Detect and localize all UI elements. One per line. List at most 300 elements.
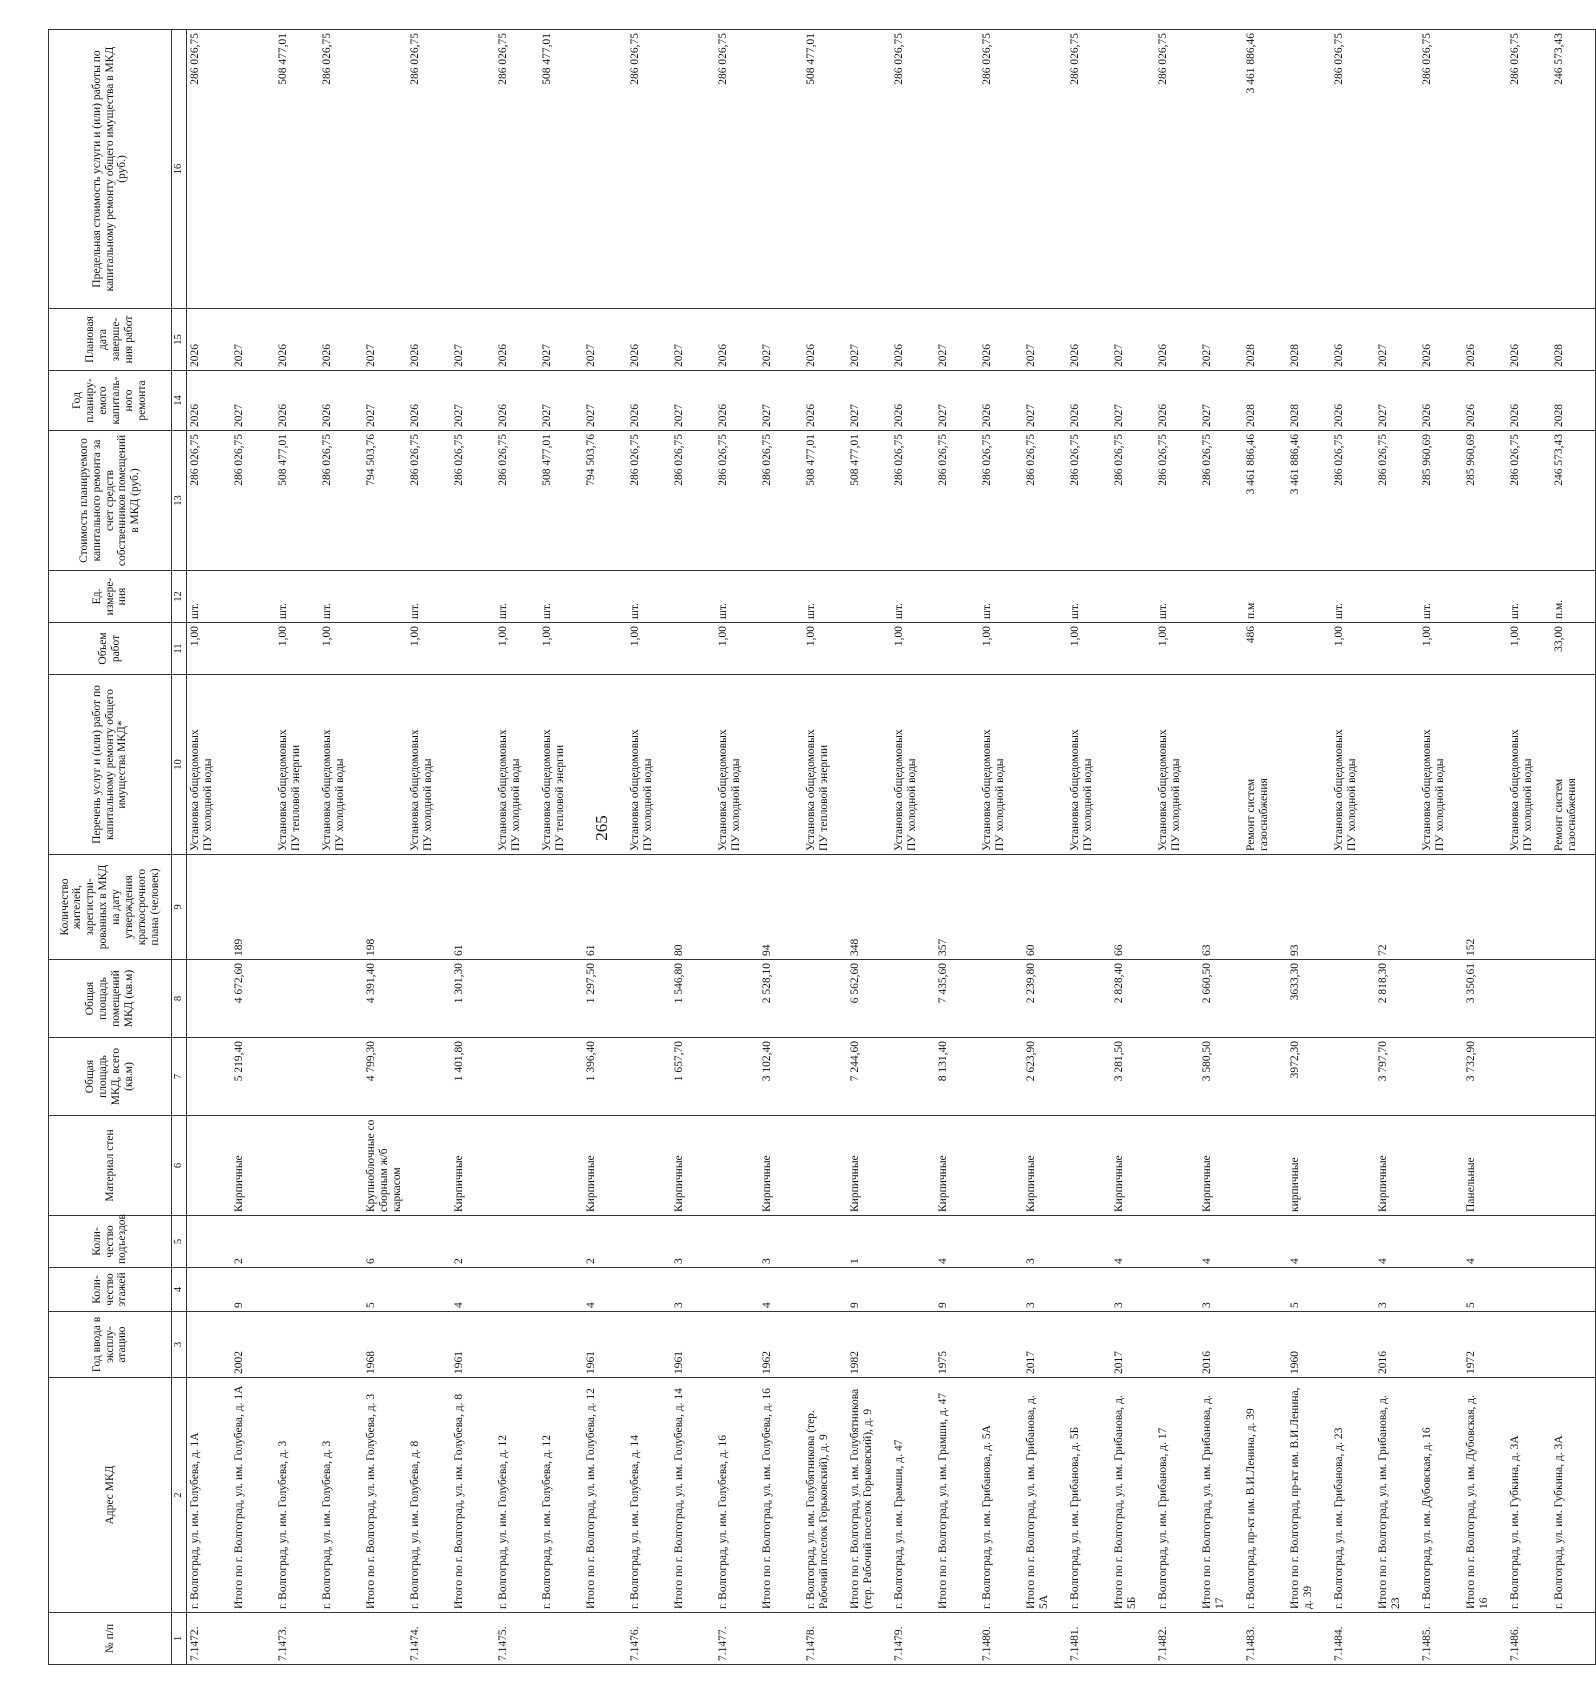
table-header xyxy=(49,30,187,1665)
table-cell: 1,00 xyxy=(979,623,1023,675)
table-cell: 4 xyxy=(1111,1216,1155,1268)
table-cell: Установка общедомовых ПУ холодной воды xyxy=(319,675,363,855)
table-cell: п.м. xyxy=(1551,571,1596,623)
table-cell: шт. xyxy=(803,571,847,623)
table-cell xyxy=(1375,675,1419,855)
table-row xyxy=(1507,30,1551,1665)
table-cell: 2026 xyxy=(275,371,319,431)
table-cell: Кирпичные xyxy=(451,1116,495,1216)
table-cell xyxy=(759,1613,803,1665)
table-cell xyxy=(1243,960,1287,1038)
table-cell: шт. xyxy=(539,571,583,623)
table-row xyxy=(1375,30,1419,1665)
table-cell: 794 503,76 xyxy=(363,431,407,571)
table-cell xyxy=(1551,1613,1596,1665)
table-cell: 2026 xyxy=(803,309,847,371)
table-cell: 2026 xyxy=(979,371,1023,431)
table-cell: 2026 xyxy=(407,309,451,371)
table-cell xyxy=(1199,1613,1243,1665)
table-cell: 1,00 xyxy=(627,623,671,675)
table-cell: шт. xyxy=(319,571,363,623)
table-cell xyxy=(847,1613,891,1665)
table-cell xyxy=(1111,571,1155,623)
table-cell: 286 026,75 xyxy=(979,30,1023,309)
table-cell: 3 xyxy=(1375,1268,1419,1312)
table-cell xyxy=(1331,1116,1375,1216)
column-number: 8 xyxy=(172,960,187,1038)
table-cell: 152 xyxy=(1463,855,1507,960)
table-cell: 286 026,75 xyxy=(891,30,935,309)
table-cell: 7.1478. xyxy=(803,1613,847,1665)
table-cell xyxy=(363,571,407,623)
table-cell: 3 xyxy=(1199,1268,1243,1312)
table-cell: 1961 xyxy=(671,1312,715,1378)
table-cell: 2027 xyxy=(1023,309,1067,371)
column-header: Объем работ xyxy=(49,623,172,675)
table-cell: 5 xyxy=(1463,1268,1507,1312)
table-cell xyxy=(1155,1216,1199,1268)
table-cell: 2026 xyxy=(891,371,935,431)
table-cell: 2027 xyxy=(451,371,495,431)
table-cell xyxy=(186,1216,231,1268)
table-cell xyxy=(1155,1116,1199,1216)
table-cell xyxy=(319,855,363,960)
table-cell xyxy=(1023,675,1067,855)
table-cell: 2026 xyxy=(1331,309,1375,371)
table-cell: Итого по г. Волгоград, ул. им. Грибанова, д. 17 xyxy=(1199,1378,1243,1613)
table-cell: 6 562,60 xyxy=(847,960,891,1038)
column-number: 4 xyxy=(172,1268,187,1312)
table-cell: Установка общедомовых ПУ холодной воды xyxy=(979,675,1023,855)
table-cell: Итого по г. Волгоград, ул. им. Дубовская, д. 16 xyxy=(1463,1378,1507,1613)
table-cell: 286 026,75 xyxy=(1331,30,1375,309)
table-cell: Кирпичные xyxy=(935,1116,979,1216)
table-cell xyxy=(1331,855,1375,960)
table-cell: 1,00 xyxy=(1155,623,1199,675)
table-cell xyxy=(1507,1116,1551,1216)
table-cell: 1 xyxy=(847,1216,891,1268)
table-cell: 2028 xyxy=(1287,309,1331,371)
table-cell: Кирпичные xyxy=(847,1116,891,1216)
table-cell xyxy=(363,1613,407,1665)
table-cell xyxy=(1551,1312,1596,1378)
column-header: Количество жителей, зарегистри-рованных в МКД на дату утверждения краткосрочного плана (человек) xyxy=(49,855,172,960)
table-row xyxy=(891,30,935,1665)
table-cell xyxy=(407,1216,451,1268)
table-cell: 2026 xyxy=(1331,371,1375,431)
table-cell: 286 026,75 xyxy=(759,431,803,571)
table-cell: 2026 xyxy=(1419,371,1463,431)
table-cell: 4 xyxy=(935,1216,979,1268)
table-cell: 286 026,75 xyxy=(1111,431,1155,571)
table-cell: 3 281,50 xyxy=(1111,1038,1155,1116)
table-cell: 2027 xyxy=(1199,371,1243,431)
table-cell xyxy=(319,1216,363,1268)
table-cell: 66 xyxy=(1111,855,1155,960)
table-cell xyxy=(803,1312,847,1378)
table-cell: 508 477,01 xyxy=(803,30,847,309)
column-number: 10 xyxy=(172,675,187,855)
table-cell xyxy=(891,1216,935,1268)
column-number: 6 xyxy=(172,1116,187,1216)
column-number: 13 xyxy=(172,431,187,571)
table-cell: 3 xyxy=(759,1216,803,1268)
table-cell: Кирпичные xyxy=(1375,1116,1419,1216)
table-cell: Кирпичные xyxy=(583,1116,627,1216)
table-cell xyxy=(1111,675,1155,855)
table-cell: Итого по г. Волгоград, ул. им. Грибанова, д. 23 xyxy=(1375,1378,1419,1613)
table-cell xyxy=(891,855,935,960)
table-cell: 2026 xyxy=(495,371,539,431)
table-cell: Кирпичные xyxy=(759,1116,803,1216)
table-cell: 1982 xyxy=(847,1312,891,1378)
table-cell: 2 528,10 xyxy=(759,960,803,1038)
table-cell xyxy=(1199,571,1243,623)
table-row xyxy=(1551,30,1596,1665)
table-cell xyxy=(1067,1268,1111,1312)
table-cell: г. Волгоград, ул. им. Голубева, д. 3 xyxy=(319,1378,363,1613)
table-cell xyxy=(671,1613,715,1665)
table-cell: Итого по г. Волгоград, ул. им. Грамши, д. 47 xyxy=(935,1378,979,1613)
table-cell xyxy=(1199,30,1243,309)
table-cell: 4 xyxy=(1375,1216,1419,1268)
table-cell xyxy=(1023,623,1067,675)
table-cell: 286 026,75 xyxy=(935,431,979,571)
table-cell xyxy=(1463,675,1507,855)
table-cell: 2027 xyxy=(935,309,979,371)
table-cell: 3 xyxy=(671,1268,715,1312)
table-cell: 246 573,43 xyxy=(1551,30,1596,309)
table-cell: 1,00 xyxy=(715,623,759,675)
table-cell xyxy=(1507,1216,1551,1268)
table-cell: 2027 xyxy=(231,371,275,431)
table-cell xyxy=(275,1312,319,1378)
table-cell: 1,00 xyxy=(803,623,847,675)
table-cell xyxy=(1551,1116,1596,1216)
table-cell: 246 573,43 xyxy=(1551,431,1596,571)
table-cell xyxy=(1155,1312,1199,1378)
table-cell: 4 xyxy=(759,1268,803,1312)
table-cell xyxy=(1287,571,1331,623)
column-header: Год планиру-емого капиталь-ного ремонта xyxy=(49,371,172,431)
table-cell: 7.1486. xyxy=(1507,1613,1551,1665)
table-cell: 94 xyxy=(759,855,803,960)
table-cell: 348 xyxy=(847,855,891,960)
table-cell: 7.1485. xyxy=(1419,1613,1463,1665)
table-cell: 4 xyxy=(1287,1216,1331,1268)
table-cell: 508 477,01 xyxy=(539,431,583,571)
table-cell xyxy=(186,1268,231,1312)
table-cell: Итого по г. Волгоград, ул. им. Голубева, д. 1А xyxy=(231,1378,275,1613)
table-row xyxy=(1331,30,1375,1665)
table-cell xyxy=(1155,1268,1199,1312)
column-header: Материал стен xyxy=(49,1116,172,1216)
table-cell: Итого по г. Волгоград, ул. им. Голубева, д. 3 xyxy=(363,1378,407,1613)
column-number: 15 xyxy=(172,309,187,371)
table-cell xyxy=(1243,1312,1287,1378)
table-cell: шт. xyxy=(407,571,451,623)
table-cell: 2027 xyxy=(935,371,979,431)
table-cell xyxy=(495,1312,539,1378)
table-cell: г. Волгоград, ул. им. Голубева, д. 14 xyxy=(627,1378,671,1613)
table-cell xyxy=(1331,1038,1375,1116)
table-cell xyxy=(451,1613,495,1665)
table-cell: 2028 xyxy=(1551,309,1596,371)
table-cell xyxy=(495,1268,539,1312)
table-cell: Установка общедомовых ПУ холодной воды xyxy=(1419,675,1463,855)
table-row xyxy=(363,30,407,1665)
table-cell: 2027 xyxy=(1111,309,1155,371)
column-header: № п/п xyxy=(49,1613,172,1665)
table-cell xyxy=(495,855,539,960)
table-cell xyxy=(891,1312,935,1378)
table-cell: 3 797,70 xyxy=(1375,1038,1419,1116)
table-cell xyxy=(1155,855,1199,960)
table-cell: Итого по г. Волгоград, ул. им. Грибанова, д. 5Б xyxy=(1111,1378,1155,1613)
table-cell: 63 xyxy=(1199,855,1243,960)
table-cell: 7 435,60 xyxy=(935,960,979,1038)
table-cell xyxy=(1287,30,1331,309)
table-cell xyxy=(583,1613,627,1665)
table-cell: 2027 xyxy=(671,309,715,371)
table-cell: 2027 xyxy=(671,371,715,431)
table-cell: 286 026,75 xyxy=(1375,431,1419,571)
table-cell: 2 660,50 xyxy=(1199,960,1243,1038)
table-cell: 4 xyxy=(583,1268,627,1312)
table-cell: 2027 xyxy=(1023,371,1067,431)
table-row xyxy=(1023,30,1067,1665)
table-cell: г. Волгоград, ул. им. Голубева, д. 12 xyxy=(539,1378,583,1613)
table-cell: 2 623,90 xyxy=(1023,1038,1067,1116)
table-cell: 1,00 xyxy=(1419,623,1463,675)
column-header: Перечень услуг и (или) работ по капитальному ремонту общего имущества МКД* xyxy=(49,675,172,855)
table-row xyxy=(1155,30,1199,1665)
table-cell xyxy=(1419,1268,1463,1312)
table-cell: 3 580,50 xyxy=(1199,1038,1243,1116)
table-cell xyxy=(407,960,451,1038)
table-cell xyxy=(715,855,759,960)
table-cell xyxy=(627,1268,671,1312)
table-cell xyxy=(671,30,715,309)
table-cell: 3633,30 xyxy=(1287,960,1331,1038)
table-cell xyxy=(979,1038,1023,1116)
table-cell: 286 026,75 xyxy=(495,30,539,309)
table-cell: 7.1479. xyxy=(891,1613,935,1665)
table-cell xyxy=(1199,675,1243,855)
table-cell: 2027 xyxy=(1199,309,1243,371)
table-cell: 285 960,69 xyxy=(1419,431,1463,571)
table-cell xyxy=(935,623,979,675)
table-cell: 80 xyxy=(671,855,715,960)
table-cell xyxy=(1023,1613,1067,1665)
table-cell xyxy=(1067,960,1111,1038)
table-cell: 285 960,69 xyxy=(1463,431,1507,571)
table-cell: 1,00 xyxy=(1507,623,1551,675)
table-cell: 7.1481. xyxy=(1067,1613,1111,1665)
table-cell: 7.1475. xyxy=(495,1613,539,1665)
table-cell xyxy=(1199,623,1243,675)
table-cell: 3 xyxy=(671,1216,715,1268)
table-cell: 2026 xyxy=(1463,309,1507,371)
table-cell: 286 026,75 xyxy=(891,431,935,571)
table-cell xyxy=(1287,675,1331,855)
table-cell: Установка общедомовых ПУ холодной воды xyxy=(1331,675,1375,855)
table-cell: 61 xyxy=(583,855,627,960)
table-row xyxy=(1067,30,1111,1665)
table-cell xyxy=(451,675,495,855)
table-row xyxy=(1111,30,1155,1665)
table-cell: 6 xyxy=(363,1216,407,1268)
table-cell: 286 026,75 xyxy=(1507,30,1551,309)
table-cell: 286 026,75 xyxy=(979,431,1023,571)
table-cell: 4 xyxy=(1463,1216,1507,1268)
column-header: Год ввода в эксплу-атацию xyxy=(49,1312,172,1378)
table-cell: 1,00 xyxy=(1331,623,1375,675)
table-cell xyxy=(715,1216,759,1268)
table-cell xyxy=(1507,960,1551,1038)
table-cell xyxy=(715,1268,759,1312)
table-cell: 286 026,75 xyxy=(319,30,363,309)
table-row xyxy=(671,30,715,1665)
table-cell xyxy=(1463,571,1507,623)
table-cell xyxy=(186,960,231,1038)
table-cell xyxy=(583,571,627,623)
table-cell xyxy=(1463,1613,1507,1665)
table-cell: 2027 xyxy=(583,309,627,371)
table-row xyxy=(1419,30,1463,1665)
column-number-row xyxy=(172,30,187,1665)
table-cell xyxy=(1331,1312,1375,1378)
table-cell: 2026 xyxy=(715,309,759,371)
table-cell xyxy=(319,1312,363,1378)
table-cell: Итого по г. Волгоград, ул. им. Голубева, д. 14 xyxy=(671,1378,715,1613)
table-cell xyxy=(1067,1216,1111,1268)
table-cell: шт. xyxy=(627,571,671,623)
table-cell xyxy=(275,1116,319,1216)
table-cell: шт. xyxy=(275,571,319,623)
table-cell xyxy=(407,1312,451,1378)
table-cell: г. Волгоград, ул. им. Голубева, д. 12 xyxy=(495,1378,539,1613)
table-cell xyxy=(671,675,715,855)
table-cell: 4 672,60 xyxy=(231,960,275,1038)
table-cell xyxy=(1067,1038,1111,1116)
table-cell xyxy=(1551,1216,1596,1268)
table-cell: 2026 xyxy=(627,371,671,431)
table-cell: Установка общедомовых ПУ холодной воды xyxy=(186,675,231,855)
table-cell: шт. xyxy=(1507,571,1551,623)
table-cell xyxy=(186,1038,231,1116)
table-cell: 3 xyxy=(1111,1268,1155,1312)
table-cell xyxy=(715,1312,759,1378)
table-cell: 508 477,01 xyxy=(275,30,319,309)
table-cell: 1,00 xyxy=(319,623,363,675)
table-cell: 7 244,60 xyxy=(847,1038,891,1116)
table-cell xyxy=(186,1116,231,1216)
table-cell xyxy=(1067,1312,1111,1378)
table-row xyxy=(451,30,495,1665)
table-cell: Кирпичные xyxy=(1199,1116,1243,1216)
table-cell xyxy=(495,1116,539,1216)
table-cell: 1,00 xyxy=(495,623,539,675)
table-cell: 2 818,30 xyxy=(1375,960,1419,1038)
table-cell xyxy=(1375,1613,1419,1665)
table-cell xyxy=(1419,1038,1463,1116)
table-cell xyxy=(847,30,891,309)
table-cell xyxy=(891,1038,935,1116)
table-row xyxy=(759,30,803,1665)
column-number: 16 xyxy=(172,30,187,309)
table-cell xyxy=(407,1038,451,1116)
table-cell xyxy=(363,623,407,675)
table-cell: г. Волгоград, ул. им. Грибанова, д. 17 xyxy=(1155,1378,1199,1613)
table-cell xyxy=(759,675,803,855)
table-cell xyxy=(539,1038,583,1116)
table-cell xyxy=(1551,960,1596,1038)
column-header: Стоимость планируемого капитального ремонта за счет средств собственников помещений в МКД (руб.) xyxy=(49,431,172,571)
table-cell: шт. xyxy=(186,571,231,623)
table-cell: 1960 xyxy=(1287,1312,1331,1378)
column-header: Общая площадь помещений МКД (кв.м) xyxy=(49,960,172,1038)
table-cell: Итого по г. Волгоград, ул. им. Голубева, д. 16 xyxy=(759,1378,803,1613)
table-cell xyxy=(1243,1268,1287,1312)
table-cell xyxy=(803,1216,847,1268)
table-cell xyxy=(847,623,891,675)
table-cell: 2026 xyxy=(319,309,363,371)
table-cell xyxy=(319,1116,363,1216)
table-cell xyxy=(935,1613,979,1665)
table-cell: 3 461 886,46 xyxy=(1243,431,1287,571)
table-cell xyxy=(186,855,231,960)
table-cell: 2017 xyxy=(1023,1312,1067,1378)
table-cell xyxy=(979,1268,1023,1312)
table-cell xyxy=(935,675,979,855)
table-cell: 2026 xyxy=(1507,309,1551,371)
table-cell: г. Волгоград, ул. им. Голубятникова (тер. Рабочий поселок Горьковский), д. 9 xyxy=(803,1378,847,1613)
table-cell xyxy=(979,960,1023,1038)
table-cell: Итого по г. Волгоград, ул. им. Голубятникова (тер. Рабочий поселок Горьковский), д. 9 xyxy=(847,1378,891,1613)
table-cell xyxy=(1463,30,1507,309)
table-cell xyxy=(363,675,407,855)
table-cell: Ремонт систем газоснабжения xyxy=(1551,675,1596,855)
table-cell: 2016 xyxy=(1375,1312,1419,1378)
table-cell: 2027 xyxy=(847,309,891,371)
table-cell xyxy=(803,1116,847,1216)
table-cell xyxy=(539,960,583,1038)
table-cell: 2027 xyxy=(363,309,407,371)
column-header: Общая площадь МКД, всего (кв.м) xyxy=(49,1038,172,1116)
table-cell: 3 xyxy=(1023,1216,1067,1268)
table-cell: 286 026,75 xyxy=(186,30,231,309)
table-cell xyxy=(803,1268,847,1312)
table-cell xyxy=(539,1216,583,1268)
table-cell: 2027 xyxy=(759,371,803,431)
table-cell xyxy=(1023,30,1067,309)
table-cell xyxy=(319,1038,363,1116)
table-cell xyxy=(627,1216,671,1268)
table-cell: 508 477,01 xyxy=(275,431,319,571)
table-cell: шт. xyxy=(979,571,1023,623)
table-cell: 2026 xyxy=(1067,309,1111,371)
table-cell: 2026 xyxy=(407,371,451,431)
table-cell: 508 477,01 xyxy=(803,431,847,571)
table-cell: 2 xyxy=(231,1216,275,1268)
table-cell: 1961 xyxy=(583,1312,627,1378)
table-cell: 286 026,75 xyxy=(715,431,759,571)
table-cell: Установка общедомовых ПУ холодной воды xyxy=(407,675,451,855)
table-cell: 7.1472. xyxy=(186,1613,231,1665)
table-row xyxy=(1243,30,1287,1665)
table-cell: 2027 xyxy=(231,309,275,371)
